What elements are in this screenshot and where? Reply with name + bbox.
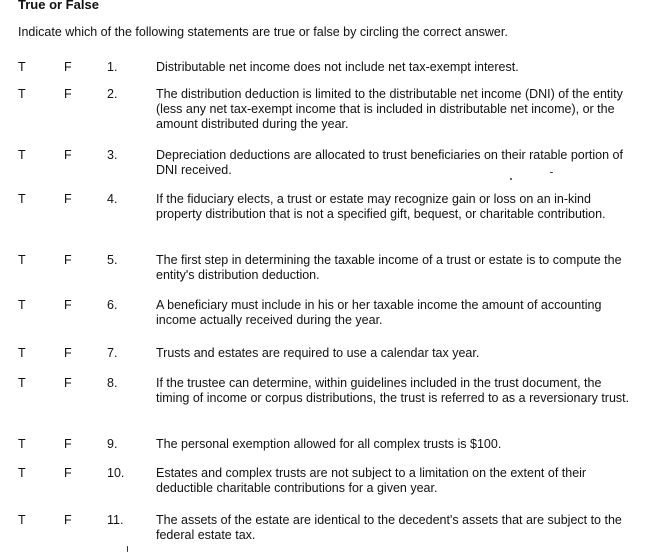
question-text: If the trustee can determine, within guidelines included in the trust document, the timing of income or corpus distributions, the trust is referred to as a reversionary trust.	[156, 376, 630, 405]
question-text: Estates and complex trusts are not subject to a limitation on the extent of their deductible charitable contributions for a given year.	[156, 466, 587, 495]
true-option[interactable]: T	[18, 87, 26, 101]
question-text: Depreciation deductions are allocated to trust beneficiaries on their ratable portion of DNI received.	[156, 148, 623, 177]
false-option[interactable]: F	[64, 60, 72, 74]
false-option[interactable]: F	[64, 298, 72, 312]
question-text: Distributable net income does not include net tax-exempt interest.	[156, 60, 519, 74]
scan-speck	[510, 178, 512, 180]
false-option[interactable]: F	[64, 253, 72, 267]
question-number: 1.	[107, 60, 118, 74]
question-text: The assets of the estate are identical to the decedent's assets that are subject to the federal estate tax.	[156, 513, 622, 542]
true-option[interactable]: T	[18, 60, 26, 74]
true-option[interactable]: T	[18, 346, 26, 360]
scan-speck	[127, 546, 128, 552]
instructions-text: Indicate which of the following statements are true or false by circling the correct answer.	[18, 25, 508, 39]
question-number: 6.	[107, 298, 118, 312]
true-option[interactable]: T	[18, 513, 26, 527]
true-option[interactable]: T	[18, 192, 26, 206]
true-option[interactable]: T	[18, 437, 26, 451]
question-text: The personal exemption allowed for all complex trusts is $100.	[156, 437, 502, 451]
question-number: 10.	[107, 466, 125, 480]
false-option[interactable]: F	[64, 376, 72, 390]
section-title: True or False	[18, 0, 99, 12]
true-option[interactable]: T	[18, 298, 26, 312]
true-option[interactable]: T	[18, 466, 26, 480]
question-text: If the fiduciary elects, a trust or estate may recognize gain or loss on an in-kind property distribution that is not a specified gift, bequest, or charitable contribution.	[156, 192, 606, 221]
question-text: A beneficiary must include in his or her taxable income the amount of accounting income actually received during the year.	[156, 298, 602, 327]
question-number: 8.	[107, 376, 118, 390]
false-option[interactable]: F	[64, 513, 72, 527]
scan-speck	[550, 172, 553, 173]
question-number: 11.	[107, 513, 124, 527]
question-number: 4.	[107, 192, 118, 206]
true-option[interactable]: T	[18, 148, 26, 162]
false-option[interactable]: F	[64, 148, 72, 162]
false-option[interactable]: F	[64, 437, 72, 451]
false-option[interactable]: F	[64, 466, 72, 480]
question-text: The first step in determining the taxable income of a trust or estate is to compute the entity's distribution deduction.	[156, 253, 622, 282]
true-option[interactable]: T	[18, 253, 26, 267]
question-number: 3.	[107, 148, 118, 162]
question-number: 7.	[107, 346, 118, 360]
question-number: 5.	[107, 253, 118, 267]
false-option[interactable]: F	[64, 87, 72, 101]
question-number: 2.	[107, 87, 118, 101]
false-option[interactable]: F	[64, 192, 72, 206]
question-number: 9.	[107, 437, 118, 451]
question-text: The distribution deduction is limited to the distributable net income (DNI) of the entity (less any net tax-exempt income that is included in distributable net income), or the amount distributed during the year.	[156, 87, 623, 131]
question-text: Trusts and estates are required to use a calendar tax year.	[156, 346, 480, 360]
false-option[interactable]: F	[64, 346, 72, 360]
true-option[interactable]: T	[18, 376, 26, 390]
